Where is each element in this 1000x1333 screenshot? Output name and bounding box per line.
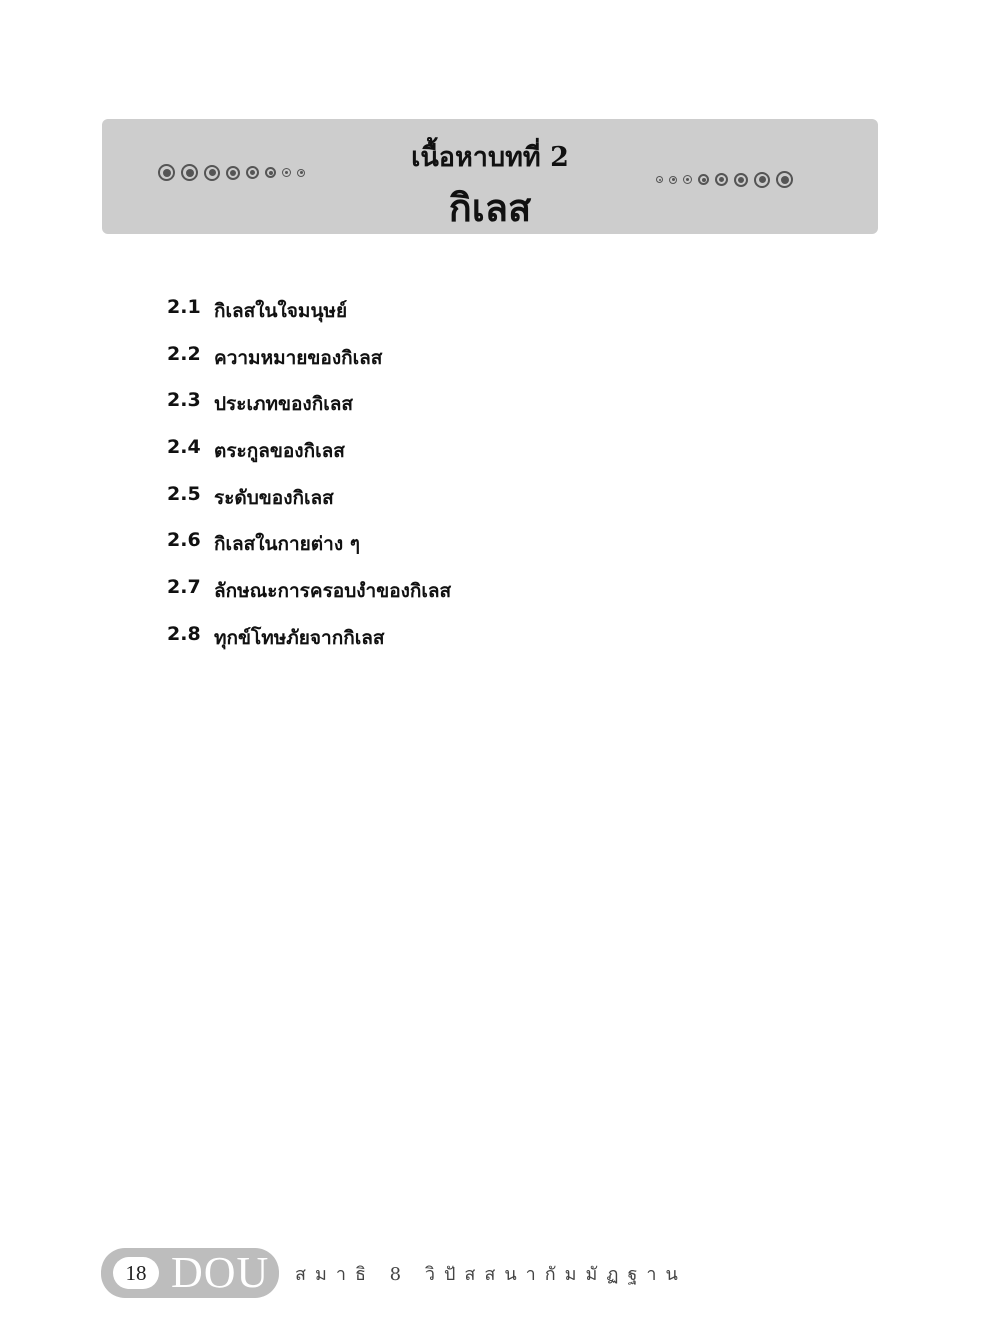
toc-item-number: 2.2 [167, 342, 201, 365]
dot-ornament [656, 176, 663, 183]
toc-item [167, 483, 451, 530]
table-of-contents [167, 296, 451, 670]
toc-item-number: 2.5 [167, 482, 201, 505]
dot-ornament [754, 172, 770, 188]
toc-item-title: กิเลสในกายต่าง ๆ [214, 533, 360, 556]
toc-item [167, 623, 451, 670]
toc-item-number: 2.1 [167, 296, 201, 318]
toc-item-title: ระดับของกิเลส [214, 486, 334, 509]
toc-item-title: ทุกข์โทษภัยจากกิเลส [214, 626, 385, 649]
dot-ornament [669, 176, 677, 184]
toc-item-title: ประเภทของกิเลส [214, 393, 353, 416]
toc-item-title: ความหมายของกิเลส [214, 346, 383, 369]
dot-ornament [734, 173, 748, 187]
toc-item [167, 389, 451, 436]
footer-badge [101, 1248, 279, 1298]
decorative-dots-right [656, 171, 799, 188]
chapter-banner [102, 119, 878, 234]
dot-ornament [776, 171, 793, 188]
page-footer [101, 1248, 687, 1298]
dot-ornament [698, 174, 709, 185]
toc-item-title: ตระกูลของกิเลส [214, 440, 345, 463]
toc-item-number: 2.8 [167, 622, 201, 645]
dot-ornament [683, 175, 692, 184]
toc-item-number: 2.7 [167, 576, 201, 599]
toc-item [167, 343, 451, 390]
dou-logo: DOU [171, 1248, 270, 1297]
toc-item [167, 296, 451, 343]
toc-item-number: 2.4 [167, 436, 201, 459]
chapter-title: กิเลส [448, 186, 532, 230]
toc-item [167, 529, 451, 576]
toc-item-number: 2.3 [167, 389, 201, 412]
toc-item [167, 436, 451, 483]
toc-item-title: ลักษณะการครอบงำของกิเลส [214, 580, 452, 603]
page-number: 18 [113, 1257, 159, 1289]
toc-item-title: กิเลสในใจมนุษย์ [214, 300, 348, 322]
dot-ornament [715, 173, 728, 186]
toc-item-number: 2.6 [167, 529, 201, 552]
chapter-subtitle: เนื้อหาบทที่ 2 [411, 142, 569, 173]
book-title: สมาธิ 8 วิปัสสนากัมมัฏฐาน [295, 1263, 687, 1285]
toc-item [167, 576, 451, 623]
